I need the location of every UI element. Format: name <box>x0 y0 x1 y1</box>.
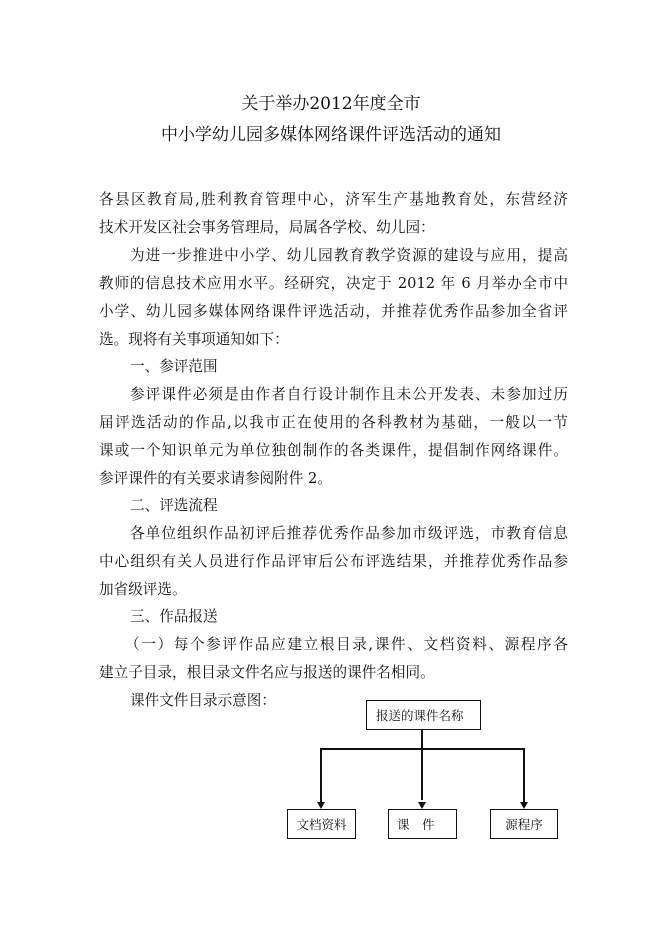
arrow-down-icon <box>520 802 528 809</box>
body-line: 加省级评选。 <box>99 581 187 598</box>
section-heading-3: 三、作品报送 <box>130 608 218 625</box>
body-line: 为进一步推进中小学、幼儿园教育教学资源的建设与应用，提高 <box>130 247 568 264</box>
connector-line <box>320 748 525 750</box>
body-line: 教师的信息技术应用水平。经研究，决定于 2012 年 6 月举办全市中 <box>99 275 568 292</box>
diagram-caption: 课件文件目录示意图： <box>130 692 276 709</box>
body-line: 届评选活动的作品,以我市正在使用的各科教材为基础，一般以一节 <box>99 414 568 431</box>
body-line: 课或一个知识单元为单位独创制作的各类课件，提倡制作网络课件。 <box>99 442 568 459</box>
body-line: 参评课件必须是由作者自行设计制作且未公开发表、未参加过历 <box>130 386 568 403</box>
body-line: 选。现将有关事项通知如下： <box>99 331 289 348</box>
body-line: 建立子目录，根目录文件名应与报送的课件名相同。 <box>99 664 435 681</box>
arrow-down-icon <box>317 802 325 809</box>
connector-line <box>421 730 423 800</box>
source-folder-box: 源程序 <box>490 809 558 839</box>
body-line: 参评课件的有关要求请参阅附件 2。 <box>99 470 332 487</box>
courseware-folder-box: 课 件 <box>388 809 457 839</box>
arrow-down-icon <box>418 802 426 809</box>
body-line: 各单位组织作品初评后推荐优秀作品参加市级评选，市教育信息 <box>130 525 568 542</box>
body-line: 小学、幼儿园多媒体网络课件评选活动，并推荐优秀作品参加全省评 <box>99 303 568 320</box>
body-line: 技术开发区社会事务管理局，局属各学校、幼儿园： <box>99 219 435 236</box>
section-heading-1: 一、参评范围 <box>130 358 218 375</box>
docs-folder-box: 文档资料 <box>287 809 356 839</box>
title-line-1: 关于举办2012年度全市 <box>241 94 421 114</box>
connector-line <box>320 748 322 803</box>
body-line: 中心组织有关人员进行作品评审后公布评选结果，并推荐优秀作品参 <box>99 553 568 570</box>
root-folder-box: 报送的课件名称 <box>366 700 481 730</box>
body-line: （一）每个参评作品应建立根目录,课件、文档资料、源程序各 <box>125 636 568 653</box>
connector-line <box>523 748 525 803</box>
section-heading-2: 二、评选流程 <box>130 497 218 514</box>
title-line-2: 中小学幼儿园多媒体网络课件评选活动的通知 <box>161 125 501 145</box>
body-line: 各县区教育局,胜利教育管理中心，济军生产基地教育处，东营经济 <box>99 191 568 208</box>
